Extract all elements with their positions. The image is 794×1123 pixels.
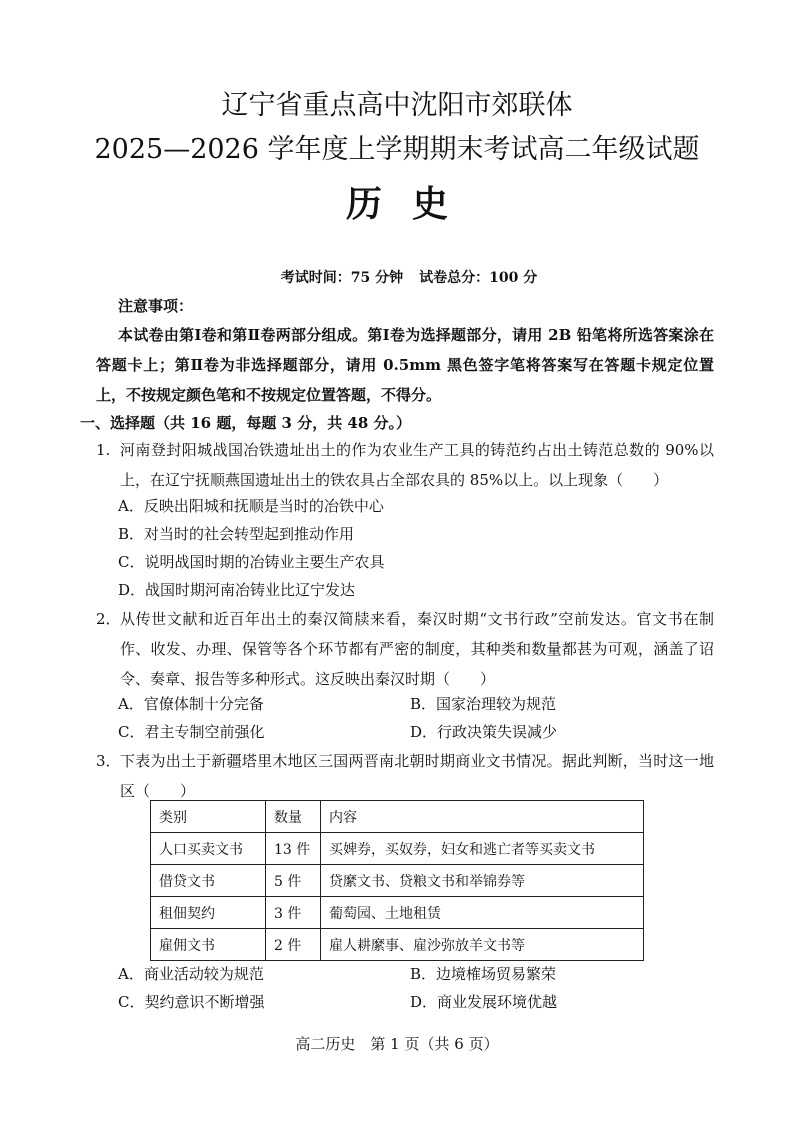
table-cell: 买婢券，买奴券，妇女和逃亡者等买卖文书 [321,833,644,865]
q3-option-d: D．商业发展环境优越 [410,993,558,1011]
notice-body: 本试卷由第Ⅰ卷和第Ⅱ卷两部分组成。第Ⅰ卷为选择题部分，请用 2B 铅笔将所选答案涂在答题卡上；第Ⅱ卷为非选择题部分，请用 0.5mm 黑色签字笔将答案写在答题卡规定位置上，不按规定颜色笔和不按规定位置答题，不得分。 [96,326,714,404]
exam-info [0,268,794,288]
commerce-documents-table [150,800,644,961]
section-heading: 一、选择题（共 16 题，每题 3 分，共 48 分。） [80,414,412,432]
table-row [151,929,644,961]
table-cell: 雇人耕縻事、雇沙弥放羊文书等 [321,929,644,961]
question-stem: 从传世文献和近百年出土的秦汉简牍来看，秦汉时期“文书行政”空前发达。官文书在制作、收发、办理、保管等各个环节都有严密的制度，其种类和数量都甚为可观，涵盖了诏令、奏章、报告等多种形式。这反映出秦汉时期（ ） [120,610,714,688]
table-header-cell: 数量 [266,801,321,833]
q1-option-c: C．说明战国时期的冶铸业主要生产农具 [118,553,385,571]
page-footer: 高二历史 第 1 页（共 6 页） [295,1035,499,1053]
q2-option-c: C．君主专制空前强化 [118,723,265,741]
table-cell: 葡萄园、土地租赁 [321,897,644,929]
table-row [151,865,644,897]
q2-option-b: B．国家治理较为规范 [410,695,557,713]
table-row [151,897,644,929]
q1-option-b: B．对当时的社会转型起到推动作用 [118,525,355,543]
table-cell: 借贷文书 [151,865,266,897]
q3-option-a: A．商业活动较为规范 [118,965,264,983]
question-number: 3． [96,752,121,770]
subject-title: 历史 [345,183,478,225]
q3-option-c: C．契约意识不断增强 [118,993,265,1011]
question-1 [96,435,714,495]
exam-title-line2: 2025—2026 学年度上学期期末考试高二年级试题 [94,134,700,165]
question-2 [96,604,714,694]
question-3 [96,746,714,806]
exam-score: 试卷总分：100 分 [419,270,538,286]
table-cell: 贷縻文书、贷粮文书和举锦券等 [321,865,644,897]
question-stem: 下表为出土于新疆塔里木地区三国两晋南北朝时期商业文书情况。据此判断，当时这一地区（ ） [120,752,714,800]
table-cell: 3 件 [266,897,321,929]
table-cell: 人口买卖文书 [151,833,266,865]
q1-option-a: A．反映出阳城和抚顺是当时的冶铁中心 [118,497,384,515]
exam-title-line1: 辽宁省重点高中沈阳市郊联体 [221,90,573,121]
table-header-row [151,801,644,833]
question-number: 1. [96,441,111,459]
table-cell: 2 件 [266,929,321,961]
table-cell: 租佃契约 [151,897,266,929]
table-header-cell: 内容 [321,801,644,833]
table-cell: 雇佣文书 [151,929,266,961]
q2-option-a: A．官僚体制十分完备 [118,695,264,713]
table-header-cell: 类别 [151,801,266,833]
table-row [151,833,644,865]
table-cell: 13 件 [266,833,321,865]
q1-option-d: D．战国时期河南冶铸业比辽宁发达 [118,581,356,599]
table-cell: 5 件 [266,865,321,897]
notice-heading: 注意事项： [118,297,194,315]
q2-option-d: D．行政决策失误减少 [410,723,558,741]
question-stem: 河南登封阳城战国冶铁遗址出土的作为农业生产工具的铸范约占出土铸范总数的 90%以上，在辽宁抚顺燕国遗址出土的铁农具占全部农具的 85%以上。以上现象（ ） [120,441,714,489]
exam-time: 考试时间：75 分钟 [280,270,404,286]
q3-option-b: B．边境榷场贸易繁荣 [410,965,557,983]
question-number: 2． [96,610,121,628]
